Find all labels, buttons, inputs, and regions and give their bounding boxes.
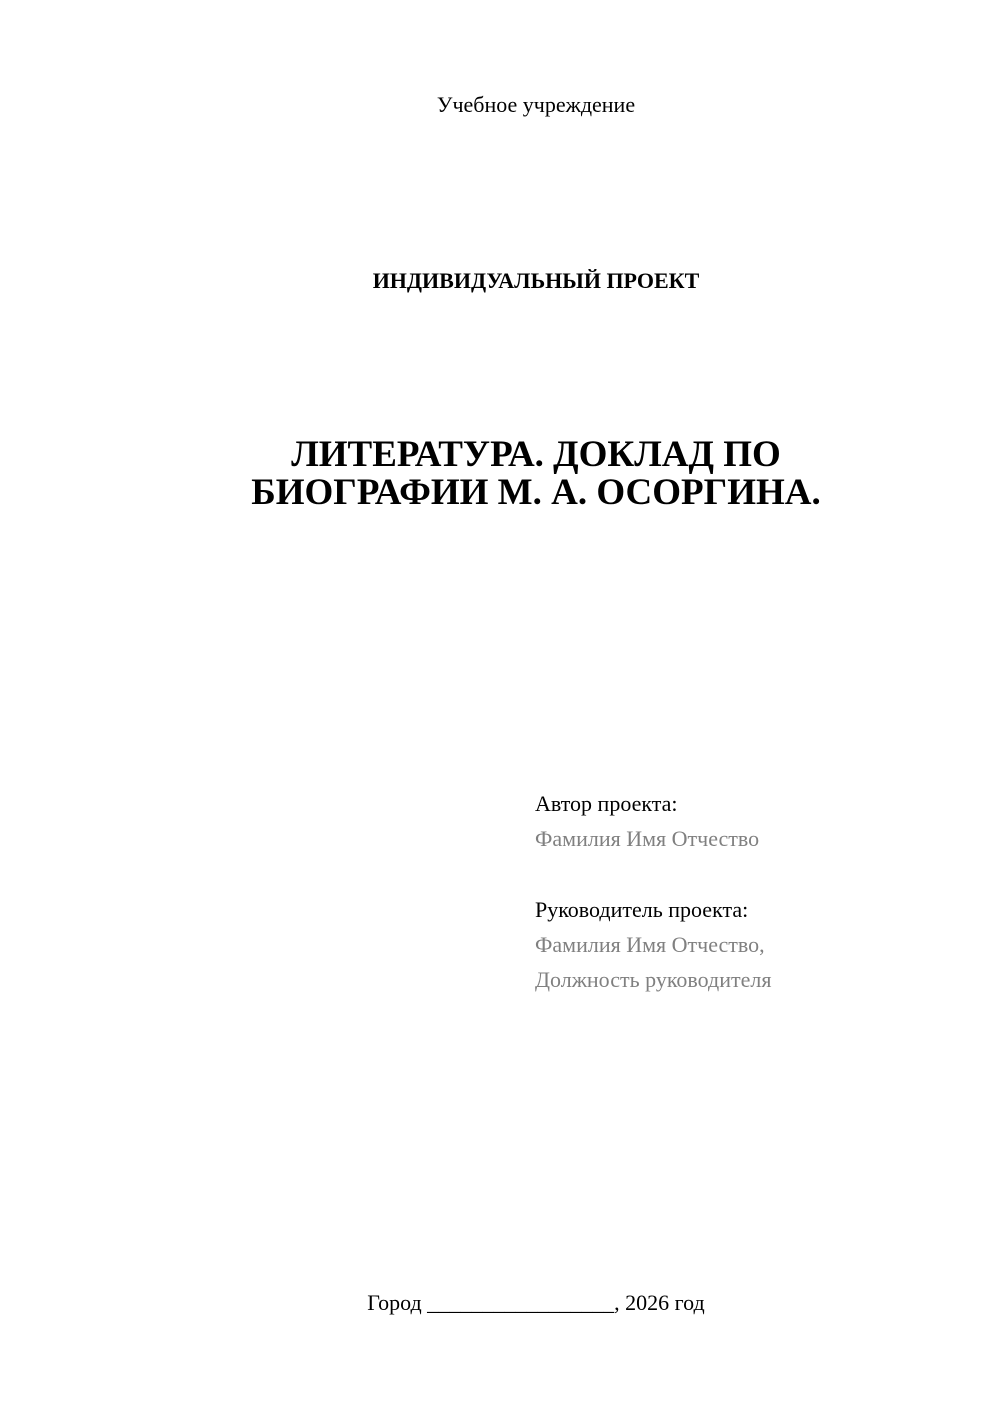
title-line-2: БИОГРАФИИ М. А. ОСОРГИНА.	[251, 472, 821, 513]
author-block	[535, 786, 759, 856]
institution-name: Учебное учреждение	[436, 92, 636, 117]
document-title	[36, 436, 1000, 512]
supervisor-name: Фамилия Имя Отчество,	[535, 932, 765, 957]
author-label: Автор проекта:	[535, 791, 678, 816]
supervisor-position: Должность руководителя	[535, 967, 772, 992]
city-year-footer: Город _________________, 2026 год	[367, 1290, 705, 1315]
title-line-1: ЛИТЕРАТУРА. ДОКЛАД ПО	[291, 434, 781, 475]
supervisor-label: Руководитель проекта:	[535, 897, 749, 922]
author-name: Фамилия Имя Отчество	[535, 826, 760, 851]
supervisor-block	[535, 892, 771, 997]
project-type-heading: ИНДИВИДУАЛЬНЫЙ ПРОЕКТ	[372, 268, 700, 293]
